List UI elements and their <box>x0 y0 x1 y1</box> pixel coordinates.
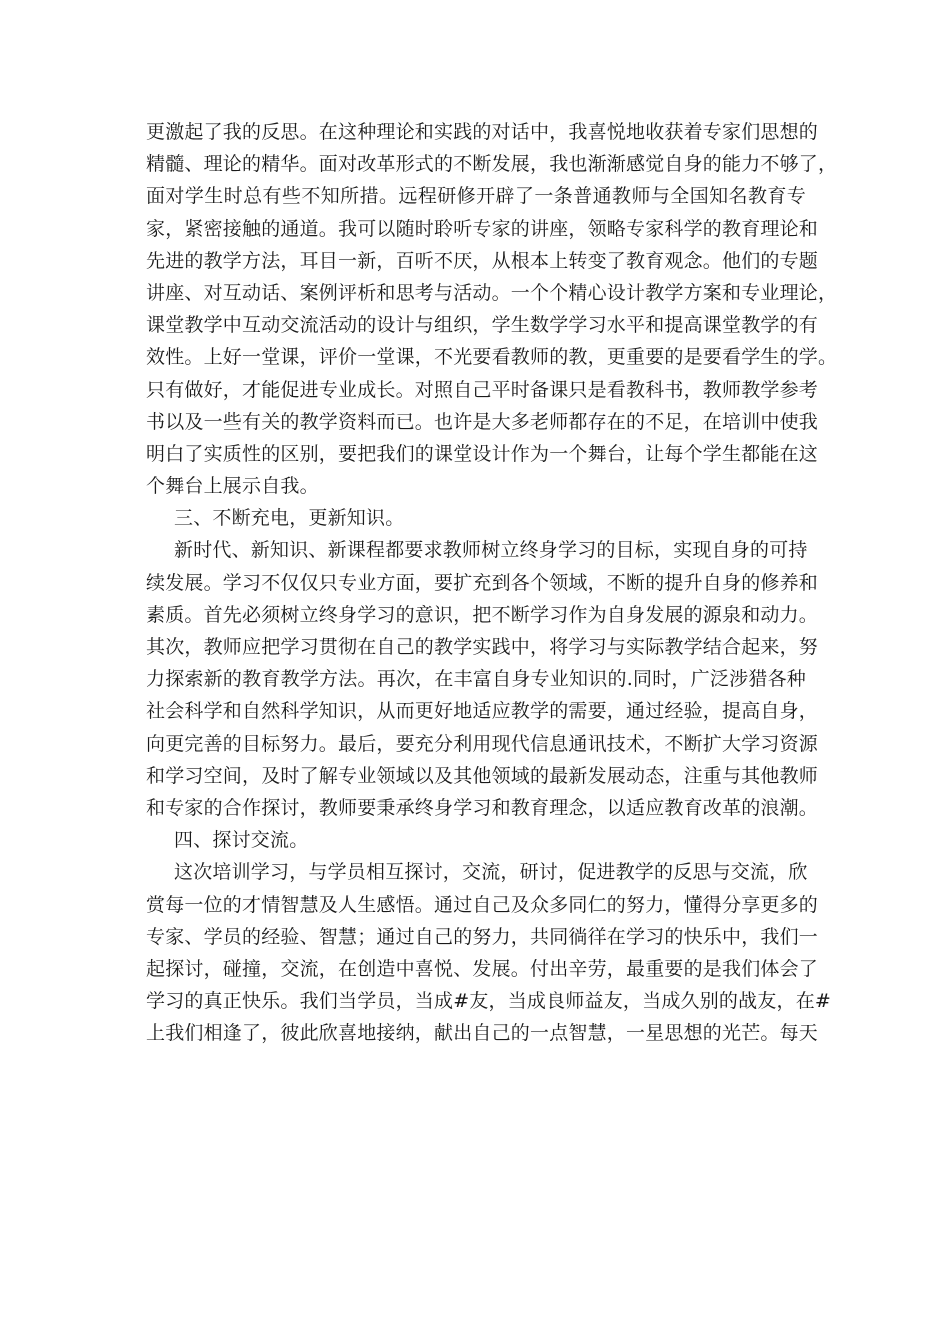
text-line: 精髓、理论的精华。面对改革形式的不断发展，我也渐渐感觉自身的能力不够了， <box>146 153 838 176</box>
text-line: 讲座、对互动话、案例评析和思考与活动。一个个精心设计教学方案和专业理论， <box>146 281 838 304</box>
text-line: 其次，教师应把学习贯彻在自己的教学实践中，将学习与实际教学结合起来，努 <box>146 636 819 658</box>
text-line: 只有做好，才能促进专业成长。对照自己平时备课只是看教科书，教师教学参考 <box>146 378 819 401</box>
text-line: 家，紧密接触的通道。我可以随时聆听专家的讲座，领略专家科学的教育理论和 <box>146 217 819 240</box>
text-line: 素质。首先必须树立终身学习的意识，把不断学习作为自身发展的源泉和动力。 <box>146 603 819 626</box>
text-line: 和专家的合作探讨，教师要秉承终身学习和教育理念，以适应教育改革的浪潮。 <box>146 796 819 819</box>
text-line: 新时代、新知识、新课程都要求教师树立终身学习的目标，实现自身的可持 <box>174 539 808 562</box>
text-line: 先进的教学方法，耳目一新，百听不厌，从根本上转变了教育观念。他们的专题 <box>146 249 819 272</box>
text-line: 面对学生时总有些不知所措。远程研修开辟了一条普通教师与全国知名教育专 <box>146 185 806 208</box>
text-line: 社会科学和自然科学知识，从而更好地适应教学的需要，通过经验，提高自身， <box>146 700 819 723</box>
text-line: 力探索新的教育教学方法。再次，在丰富自身专业知识的.同时，广泛涉猎各种 <box>146 668 806 691</box>
text-line: 课堂教学中互动交流活动的设计与组织，学生数学学习水平和提高课堂教学的有 <box>146 314 819 337</box>
text-line: 和学习空间，及时了解专业领域以及其他领域的最新发展动态，注重与其他教师 <box>146 764 819 787</box>
body-text <box>146 116 838 1049</box>
text-line: 起探讨，碰撞，交流，在创造中喜悦、发展。付出辛劳，最重要的是我们体会了 <box>146 957 819 980</box>
text-line: 专家、学员的经验、智慧；通过自己的努力，共同徜徉在学习的快乐中，我们一 <box>146 925 819 948</box>
text-line: 向更完善的目标努力。最后，要充分利用现代信息通讯技术，不断扩大学习资源 <box>146 732 819 755</box>
text-line: 上我们相逢了，彼此欣喜地接纳，献出自己的一点智慧，一星思想的光芒。每天 <box>146 1022 819 1045</box>
text-line: 赏每一位的才情智慧及人生感悟。通过自己及众多同仁的努力，懂得分享更多的 <box>146 893 819 916</box>
text-line: 效性。上好一堂课，评价一堂课，不光要看教师的教，更重要的是要看学生的学。 <box>146 346 838 369</box>
section-heading: 三、不断充电，更新知识。 <box>174 507 405 530</box>
text-line: 个舞台上展示自我。 <box>146 475 319 498</box>
text-line: 这次培训学习，与学员相互探讨，交流，研讨，促进教学的反思与交流，欣 <box>174 861 808 884</box>
text-line: 学习的真正快乐。我们当学员，当成#友，当成良师益友，当成久别的战友，在# <box>146 990 832 1013</box>
text-line: 明白了实质性的区别，要把我们的课堂设计作为一个舞台，让每个学生都能在这 <box>146 442 819 465</box>
text-line: 续发展。学习不仅仅只专业方面，要扩充到各个领域，不断的提升自身的修养和 <box>146 571 819 594</box>
text-line: 更激起了我的反思。在这种理论和实践的对话中，我喜悦地收获着专家们思想的 <box>146 121 819 143</box>
text-line: 书以及一些有关的教学资料而已。也许是大多老师都存在的不足，在培训中使我 <box>146 410 819 433</box>
section-heading: 四、探讨交流。 <box>174 829 309 852</box>
